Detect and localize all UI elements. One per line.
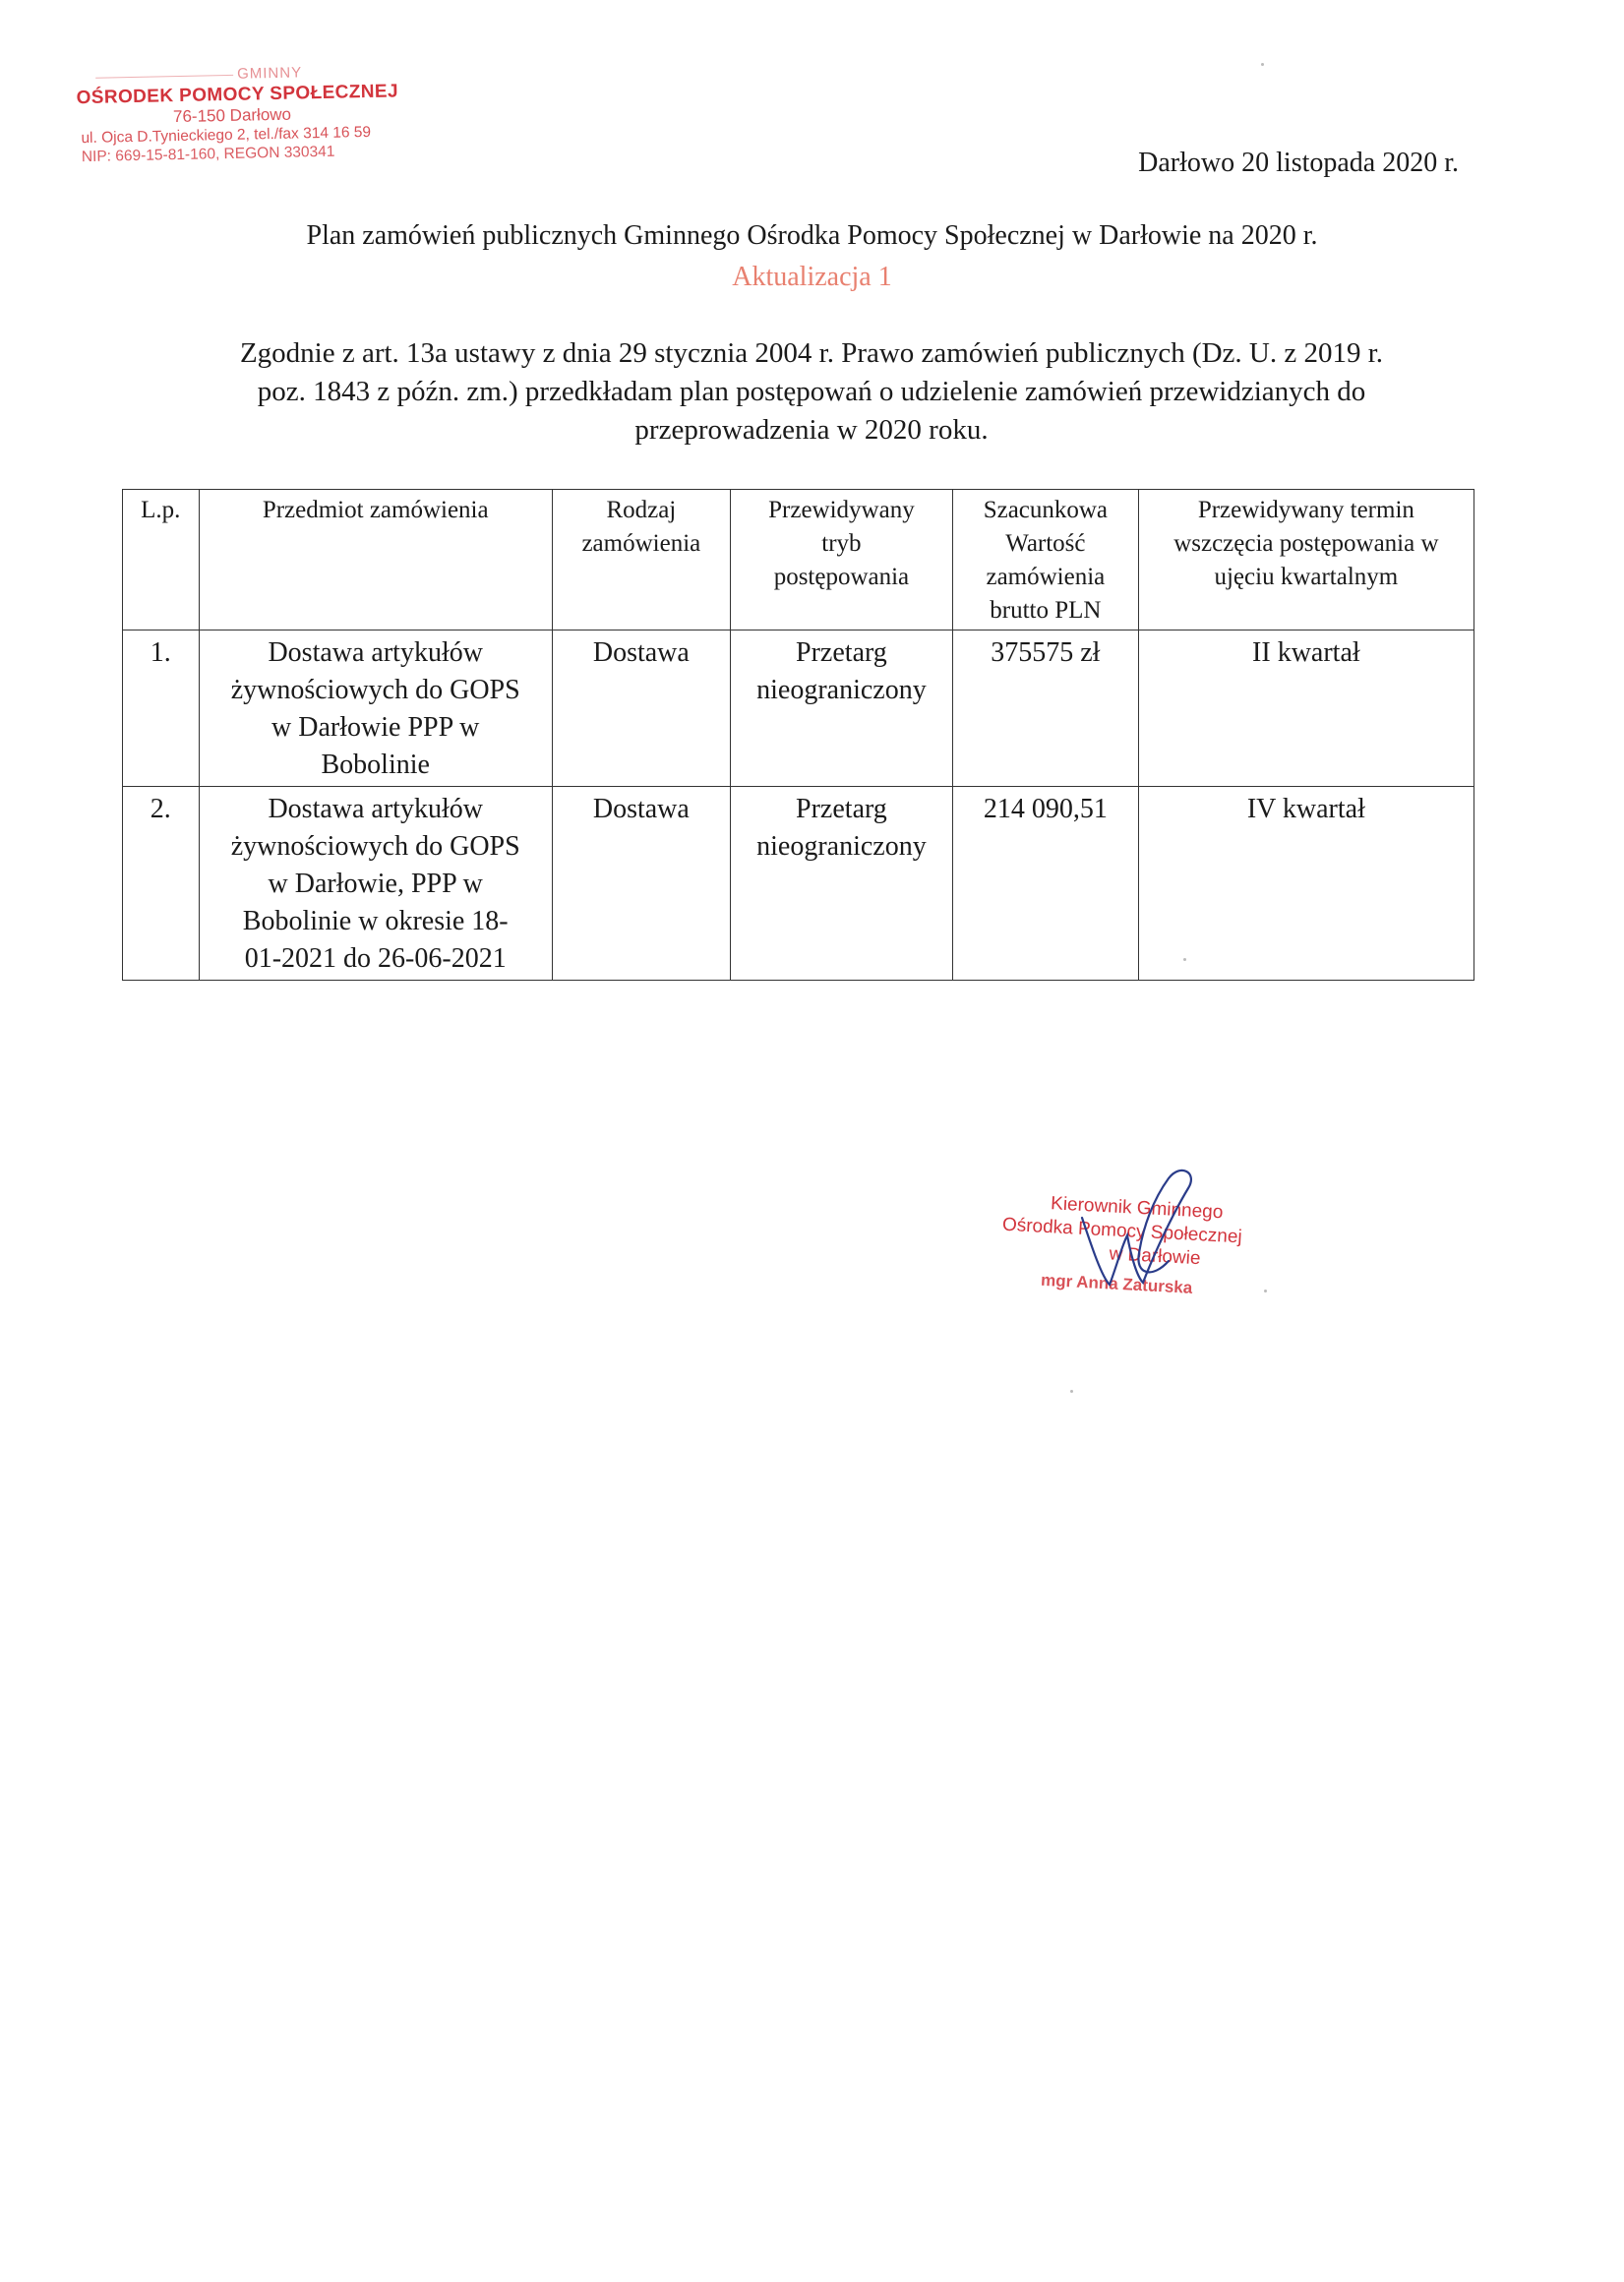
signature-stamp-line-2: Ośrodka Pomocy Społecznej [1001,1214,1243,1248]
header-value-line: zamówienia [986,564,1106,590]
cell-lp: 1. [123,631,200,787]
cell-subject-line: Bobolinie w okresie 18- [242,906,509,936]
cell-term: IV kwartał [1138,787,1474,981]
signature-stamp-line-4: mgr Anna Zaturska [1040,1270,1193,1297]
header-mode-line: Przewidywany [768,497,915,523]
header-mode-line: tryb [821,530,862,557]
signature-stamp-line-3: w Darłowie [1109,1243,1201,1270]
header-term-line: wszczęcia postępowania w [1173,530,1439,557]
scan-speck [1070,1390,1073,1393]
intro-line-3: przeprowadzenia w 2020 roku. [634,414,989,446]
cell-term: II kwartał [1138,631,1474,787]
stamp-dash [95,74,233,78]
table-row [123,631,1474,787]
cell-kind: Dostawa [552,631,730,787]
scan-speck [1264,1290,1267,1292]
cell-mode-line: nieograniczony [756,831,927,862]
cell-subject-line: w Darłowie, PPP w [268,869,483,899]
header-subject: Przedmiot zamówienia [199,490,552,631]
header-value-line: Szacunkowa [983,497,1109,523]
table-row [123,787,1474,981]
table-header-row [123,490,1474,631]
header-term-line: ujęciu kwartalnym [1214,564,1399,590]
cell-mode [730,787,952,981]
handwritten-signature [1062,1159,1220,1296]
cell-subject [199,631,552,787]
cell-mode-line: Przetarg [796,637,887,668]
header-term [1138,490,1474,631]
stamp-line-4: NIP: 669-15-81-160, REGON 330341 [81,143,335,166]
cell-subject-line: 01-2021 do 26-06-2021 [244,943,507,974]
document-date: Darłowo 20 listopada 2020 r. [1138,148,1459,178]
intro-line-2: poz. 1843 z późn. zm.) przedkładam plan postępowań o udzielenie zamówień przewidzianych do [257,376,1366,407]
header-value [953,490,1139,631]
scan-speck [1183,958,1186,961]
cell-subject-line: Bobolinie [321,750,430,780]
stamp-line-1: OŚRODEK POMOCY SPOŁECZNEJ [76,81,399,109]
institution-stamp [76,61,471,167]
cell-subject-line: Dostawa artykułów [268,794,483,824]
header-kind [552,490,730,631]
cell-kind: Dostawa [552,787,730,981]
cell-subject-line: żywnościowych do GOPS [230,831,520,862]
cell-mode-line: nieograniczony [756,675,927,705]
header-mode-line: postępowania [773,564,910,590]
cell-value: 375575 zł [953,631,1139,787]
header-lp: L.p. [123,490,200,631]
header-value-line: Wartość [1005,530,1086,557]
cell-subject-line: w Darłowie PPP w [271,712,480,743]
header-term-line: Przewidywany termin [1197,497,1414,523]
intro-line-1: Zgodnie z art. 13a ustawy z dnia 29 stycznia 2004 r. Prawo zamówień publicznych (Dz. U. z 2019 r. [239,337,1384,369]
signature-stamp-line-1: Kierownik Gminnego [1050,1193,1224,1224]
header-kind-line: Rodzaj [606,497,677,523]
stamp-line-0: GMINNY [236,64,303,83]
stamp-line-3: ul. Ojca D.Tynieckiego 2, tel./fax 314 16 59 [81,124,372,148]
cell-subject-line: Dostawa artykułów [268,637,483,668]
header-kind-line: zamówienia [581,530,701,557]
scan-speck [1261,63,1264,66]
cell-lp: 2. [123,787,200,981]
header-value-line: brutto PLN [990,597,1102,624]
intro-paragraph [108,334,1515,450]
header-mode [730,490,952,631]
procurement-plan-table [122,489,1474,981]
stamp-line-2: 76-150 Darłowo [172,105,292,127]
cell-mode-line: Przetarg [796,794,887,824]
document-title: Plan zamówień publicznych Gminnego Ośrodka Pomocy Społecznej w Darłowie na 2020 r. [306,220,1318,251]
cell-mode [730,631,952,787]
cell-subject [199,787,552,981]
cell-subject-line: żywnościowych do GOPS [230,675,520,705]
cell-value: 214 090,51 [953,787,1139,981]
document-subtitle: Aktualizacja 1 [732,262,892,292]
